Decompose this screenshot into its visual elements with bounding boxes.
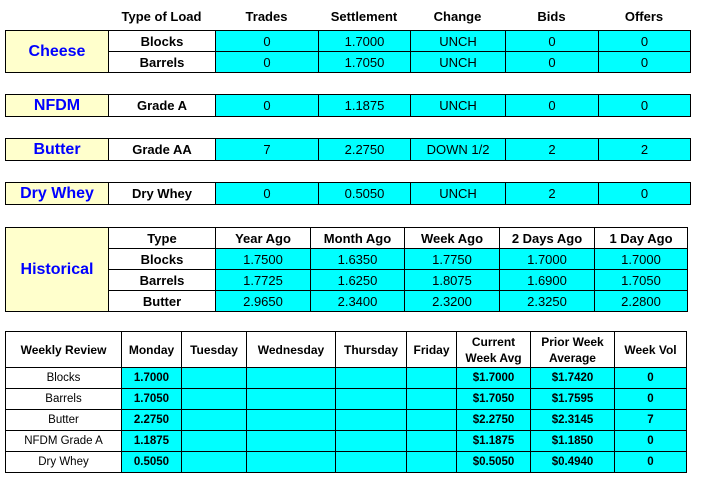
weekly-product: NFDM Grade A — [6, 431, 122, 452]
weekly-thursday — [336, 410, 407, 431]
historical-value: 2.3400 — [311, 291, 405, 312]
historical-value: 1.7500 — [216, 249, 311, 270]
cheese-bids: 0 — [506, 31, 599, 52]
historical-value: 2.2800 — [595, 291, 688, 312]
weekly-wednesday — [247, 431, 336, 452]
weekly-thursday — [336, 452, 407, 473]
dry-whey-change: UNCH — [411, 183, 506, 205]
weekly-friday — [407, 410, 457, 431]
weekly-product: Butter — [6, 410, 122, 431]
weekly-thursday — [336, 431, 407, 452]
historical-header: Month Ago — [311, 228, 405, 249]
cheese-offers: 0 — [599, 31, 691, 52]
historical-value: 2.3200 — [405, 291, 500, 312]
table-row — [6, 452, 687, 473]
header-type-of-load: Type of Load — [121, 8, 202, 24]
weekly-current-avg: $1.1875 — [457, 431, 531, 452]
weekly-friday — [407, 368, 457, 389]
nfdm-offers: 0 — [599, 95, 691, 117]
weekly-monday: 0.5050 — [122, 452, 182, 473]
weekly-product: Dry Whey — [6, 452, 122, 473]
weekly-vol: 0 — [615, 431, 687, 452]
weekly-product: Barrels — [6, 389, 122, 410]
historical-table — [5, 227, 688, 312]
table-row — [6, 291, 688, 312]
cheese-load-label: Blocks — [109, 31, 216, 52]
weekly-wednesday — [247, 389, 336, 410]
weekly-current-avg: $2.2750 — [457, 410, 531, 431]
historical-header: Week Ago — [405, 228, 500, 249]
nfdm-trades: 0 — [216, 95, 319, 117]
butter-bids: 2 — [506, 139, 599, 161]
weekly-thursday — [336, 368, 407, 389]
historical-header: Year Ago — [216, 228, 311, 249]
table-row — [6, 410, 687, 431]
historical-value: 2.9650 — [216, 291, 311, 312]
weekly-tuesday — [182, 431, 247, 452]
weekly-friday — [407, 431, 457, 452]
historical-value: 1.6900 — [500, 270, 595, 291]
weekly-tuesday — [182, 368, 247, 389]
weekly-monday: 1.7000 — [122, 368, 182, 389]
weekly-tuesday — [182, 389, 247, 410]
weekly-monday: 2.2750 — [122, 410, 182, 431]
weekly-wednesday — [247, 410, 336, 431]
weekly-prior-avg: $2.3145 — [531, 410, 615, 431]
weekly-header: Week Vol — [615, 332, 687, 368]
header-bids: Bids — [537, 8, 566, 24]
weekly-header: Tuesday — [182, 332, 247, 368]
historical-value: 2.3250 — [500, 291, 595, 312]
weekly-vol: 0 — [615, 452, 687, 473]
cheese-trades: 0 — [216, 52, 319, 73]
weekly-header: Monday — [122, 332, 182, 368]
table-row — [6, 249, 688, 270]
dry-whey-settlement: 0.5050 — [319, 183, 411, 205]
weekly-thursday — [336, 389, 407, 410]
historical-header: Type — [109, 228, 216, 249]
weekly-prior-avg: $0.4940 — [531, 452, 615, 473]
weekly-header: Current Week Avg — [457, 332, 531, 368]
weekly-header: Friday — [407, 332, 457, 368]
dry-whey-offers: 0 — [599, 183, 691, 205]
butter-offers: 2 — [599, 139, 691, 161]
weekly-header: Thursday — [336, 332, 407, 368]
nfdm-bids: 0 — [506, 95, 599, 117]
nfdm-settlement: 1.1875 — [319, 95, 411, 117]
weekly-tuesday — [182, 452, 247, 473]
header-change: Change — [433, 8, 482, 24]
butter-load-label: Grade AA — [109, 139, 216, 161]
butter-change: DOWN 1/2 — [411, 139, 506, 161]
nfdm-change: UNCH — [411, 95, 506, 117]
weekly-current-avg: $0.5050 — [457, 452, 531, 473]
weekly-prior-avg: $1.7595 — [531, 389, 615, 410]
cheese-change: UNCH — [411, 31, 506, 52]
butter-title: Butter — [6, 139, 109, 161]
historical-value: 1.7000 — [500, 249, 595, 270]
header-settlement: Settlement — [330, 8, 398, 24]
weekly-vol: 0 — [615, 368, 687, 389]
weekly-vol: 0 — [615, 389, 687, 410]
header-offers: Offers — [624, 8, 664, 24]
weekly-prior-avg: $1.1850 — [531, 431, 615, 452]
historical-value: 1.7725 — [216, 270, 311, 291]
weekly-wednesday — [247, 452, 336, 473]
dry-whey-trades: 0 — [216, 183, 319, 205]
cheese-bids: 0 — [506, 52, 599, 73]
nfdm-title: NFDM — [6, 95, 109, 117]
cheese-trades: 0 — [216, 31, 319, 52]
butter-settlement: 2.2750 — [319, 139, 411, 161]
weekly-friday — [407, 389, 457, 410]
historical-header: 2 Days Ago — [500, 228, 595, 249]
weekly-product: Blocks — [6, 368, 122, 389]
cheese-settlement: 1.7050 — [319, 52, 411, 73]
historical-value: 1.7050 — [595, 270, 688, 291]
weekly-friday — [407, 452, 457, 473]
cheese-settlement: 1.7000 — [319, 31, 411, 52]
cheese-table — [5, 30, 691, 73]
cheese-load-label: Barrels — [109, 52, 216, 73]
weekly-prior-avg: $1.7420 — [531, 368, 615, 389]
dry-whey-load-label: Dry Whey — [109, 183, 216, 205]
historical-header: 1 Day Ago — [595, 228, 688, 249]
weekly-tuesday — [182, 410, 247, 431]
nfdm-table — [5, 94, 691, 117]
table-row — [6, 270, 688, 291]
butter-trades: 7 — [216, 139, 319, 161]
table-row — [6, 389, 687, 410]
historical-value: 1.6350 — [311, 249, 405, 270]
historical-value: 1.7750 — [405, 249, 500, 270]
header-trades: Trades — [245, 8, 288, 24]
weekly-current-avg: $1.7050 — [457, 389, 531, 410]
nfdm-load-label: Grade A — [109, 95, 216, 117]
historical-type: Blocks — [109, 249, 216, 270]
historical-type: Butter — [109, 291, 216, 312]
weekly-header: Prior Week Average — [531, 332, 615, 368]
weekly-header: Weekly Review — [6, 332, 122, 368]
butter-table — [5, 138, 691, 161]
weekly-monday: 1.1875 — [122, 431, 182, 452]
dry-whey-title: Dry Whey — [6, 183, 109, 205]
weekly-vol: 7 — [615, 410, 687, 431]
dry-whey-table — [5, 182, 691, 205]
historical-value: 1.8075 — [405, 270, 500, 291]
weekly-monday: 1.7050 — [122, 389, 182, 410]
historical-title: Historical — [6, 228, 109, 312]
cheese-title: Cheese — [6, 31, 109, 73]
table-row — [6, 368, 687, 389]
weekly-header: Wednesday — [247, 332, 336, 368]
weekly-review-table — [5, 331, 687, 473]
cheese-change: UNCH — [411, 52, 506, 73]
cheese-offers: 0 — [599, 52, 691, 73]
historical-value: 1.7000 — [595, 249, 688, 270]
dry-whey-bids: 2 — [506, 183, 599, 205]
weekly-current-avg: $1.7000 — [457, 368, 531, 389]
historical-value: 1.6250 — [311, 270, 405, 291]
table-row — [6, 431, 687, 452]
market-header — [108, 6, 690, 26]
weekly-wednesday — [247, 368, 336, 389]
historical-type: Barrels — [109, 270, 216, 291]
